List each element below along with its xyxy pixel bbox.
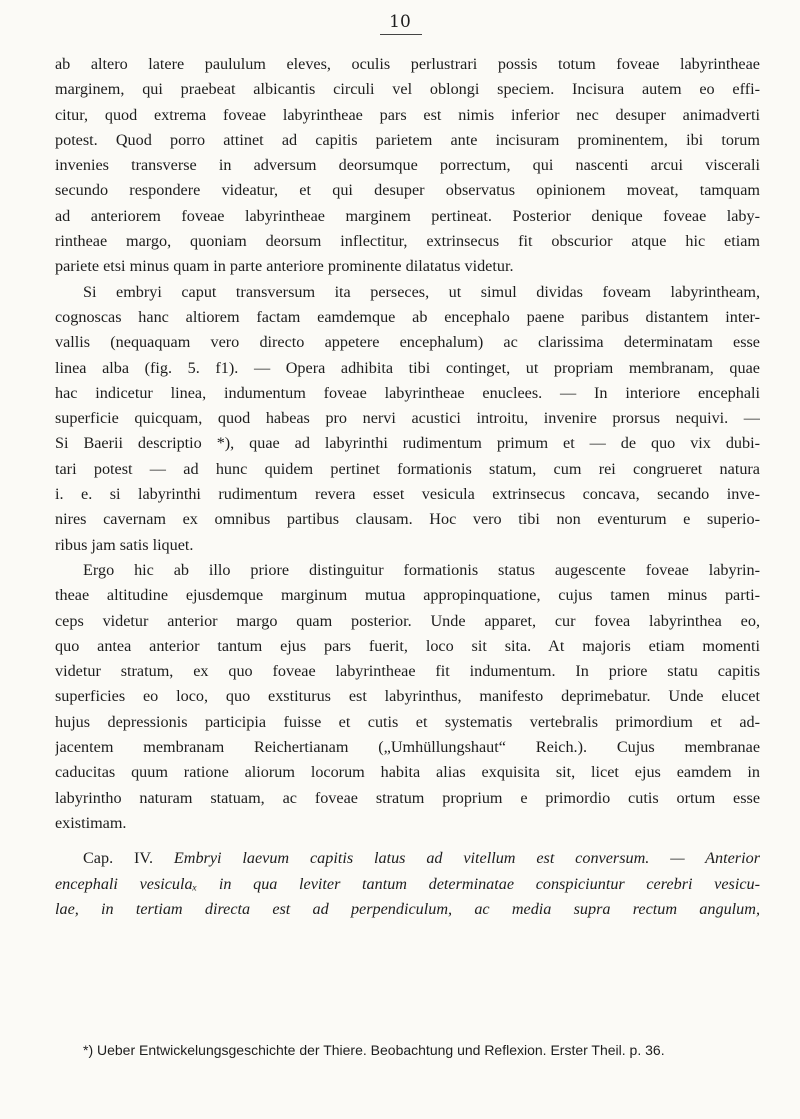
- text-line: superficies eo loco, quo exstiturus est labyrinthus, manifesto deprimebatur. Unde elucet: [55, 687, 760, 706]
- footnote: *) Ueber Entwickelungsgeschichte der Thiere. Beobachtung und Reflexion. Erster Theil. p. 36.: [83, 1042, 665, 1058]
- text-line: hujus depressionis participia fuisse et cutis et systematis vertebralis primordium et ad-: [55, 712, 760, 731]
- text-line: Ergo hic ab illo priore distinguitur formationis status augescente foveae labyrin-: [83, 560, 760, 579]
- text-line: ribus jam satis liquet.: [55, 535, 194, 554]
- text-line: cognoscas hanc altiorem factam eamdemque ab encephalo paene paribus distantem inter-: [55, 307, 760, 326]
- chapter-line: encephali vesiculaₓ in qua leviter tantum determinatae conspiciuntur cerebri vesicu-: [55, 874, 760, 893]
- text-line: marginem, qui praebeat albicantis circuli vel oblongi speciem. Incisura autem eo effi-: [55, 80, 760, 99]
- text-line: potest. Quod porro attinet ad capitis parietem ante incisuram prominentem, ibi torum: [55, 130, 760, 149]
- text-line: invenies transverse in adversum deorsumque porrectum, qui nascenti arcui viscerali: [55, 156, 760, 175]
- paragraph: [55, 52, 760, 280]
- text-line: existimam.: [55, 813, 127, 832]
- text-line: hac indicetur linea, indumentum foveae labyrintheae enuclees. — In interiore encephali: [55, 383, 760, 402]
- text-line: citur, quod extrema foveae labyrintheae pars est nimis inferior nec desuper animadverti: [55, 105, 760, 124]
- text-line: linea alba (fig. 5. f1). — Opera adhibita tibi continget, ut propriam membranam, quae: [55, 358, 760, 377]
- header-rule: [380, 34, 422, 35]
- text-line: pariete etsi minus quam in parte anteriore prominente dilatatus videtur.: [55, 257, 514, 276]
- text-line: rintheae margo, quoniam deorsum inflectitur, extrinsecus fit obscurior atque hic etiam: [55, 232, 760, 251]
- text-line: labyrintho naturam statuam, ac foveae stratum proprium e primordio cutis ortum esse: [55, 788, 760, 807]
- paragraph: [55, 558, 760, 836]
- text-line: theae altitudine ejusdemque marginum mutua appropinquatione, cujus tamen minus parti-: [55, 586, 760, 605]
- text-line: jacentem membranam Reichertianam („Umhüllungshaut“ Reich.). Cujus membranae: [55, 738, 760, 757]
- text-line: vallis (nequaquam vero directo appetere encephalum) ac clarissima determinatam esse: [55, 333, 760, 352]
- text-line: Si Baerii descriptio *), quae ad labyrinthi rudimentum primum et — de quo vix dubi-: [55, 434, 760, 453]
- paragraphs: [55, 52, 760, 836]
- chapter-line: Cap. IV. Embryi laevum capitis latus ad vitellum est conversum. — Anterior: [83, 849, 760, 868]
- text-line: ceps videtur anterior margo quam posterior. Unde apparet, cur fovea labyrinthea eo,: [55, 611, 760, 630]
- text-line: ad anteriorem foveae labyrintheae marginem pertineat. Posterior denique foveae laby-: [55, 206, 760, 225]
- text-line: tari potest — ad hunc quidem pertinet formationis statum, cum rei congrueret natura: [55, 459, 760, 478]
- text-line: videtur stratum, ex quo foveae labyrintheae fit indumentum. In priore statu capitis: [55, 662, 760, 681]
- paragraph: [55, 280, 760, 558]
- text-line: Si embryi caput transversum ita perseces, ut simul dividas foveam labyrintheam,: [83, 282, 760, 301]
- section-gap: [55, 836, 760, 846]
- body-text: [55, 52, 760, 922]
- text-line: quo antea anterior tantum ejus pars fuerit, loco sit sita. At majoris etiam momenti: [55, 636, 760, 655]
- text-line: ab altero latere paululum eleves, oculis perlustrari possis totum foveae labyrintheae: [55, 55, 760, 73]
- text-line: caducitas quum ratione aliorum locorum habita alias exquisita sit, licet ejus eamdem in: [55, 763, 760, 782]
- chapter-line: lae, in tertiam directa est ad perpendiculum, ac media supra rectum angulum,: [55, 899, 760, 918]
- text-line: secundo respondere videatur, et qui desuper observatus opinionem moveat, tamquam: [55, 181, 760, 200]
- page-number: 10: [389, 12, 411, 32]
- text-line: i. e. si labyrinthi rudimentum revera esset vesicula extrinsecus concava, secando inve-: [55, 485, 760, 504]
- text-line: nires cavernam ex omnibus partibus clausam. Hoc vero tibi non eventurum e superio-: [55, 510, 760, 529]
- text-line: superficie quicquam, quod habeas pro nervi acustici introitu, invenire prorsus nequivi. —: [55, 409, 760, 428]
- chapter-heading-paragraph: [55, 846, 760, 922]
